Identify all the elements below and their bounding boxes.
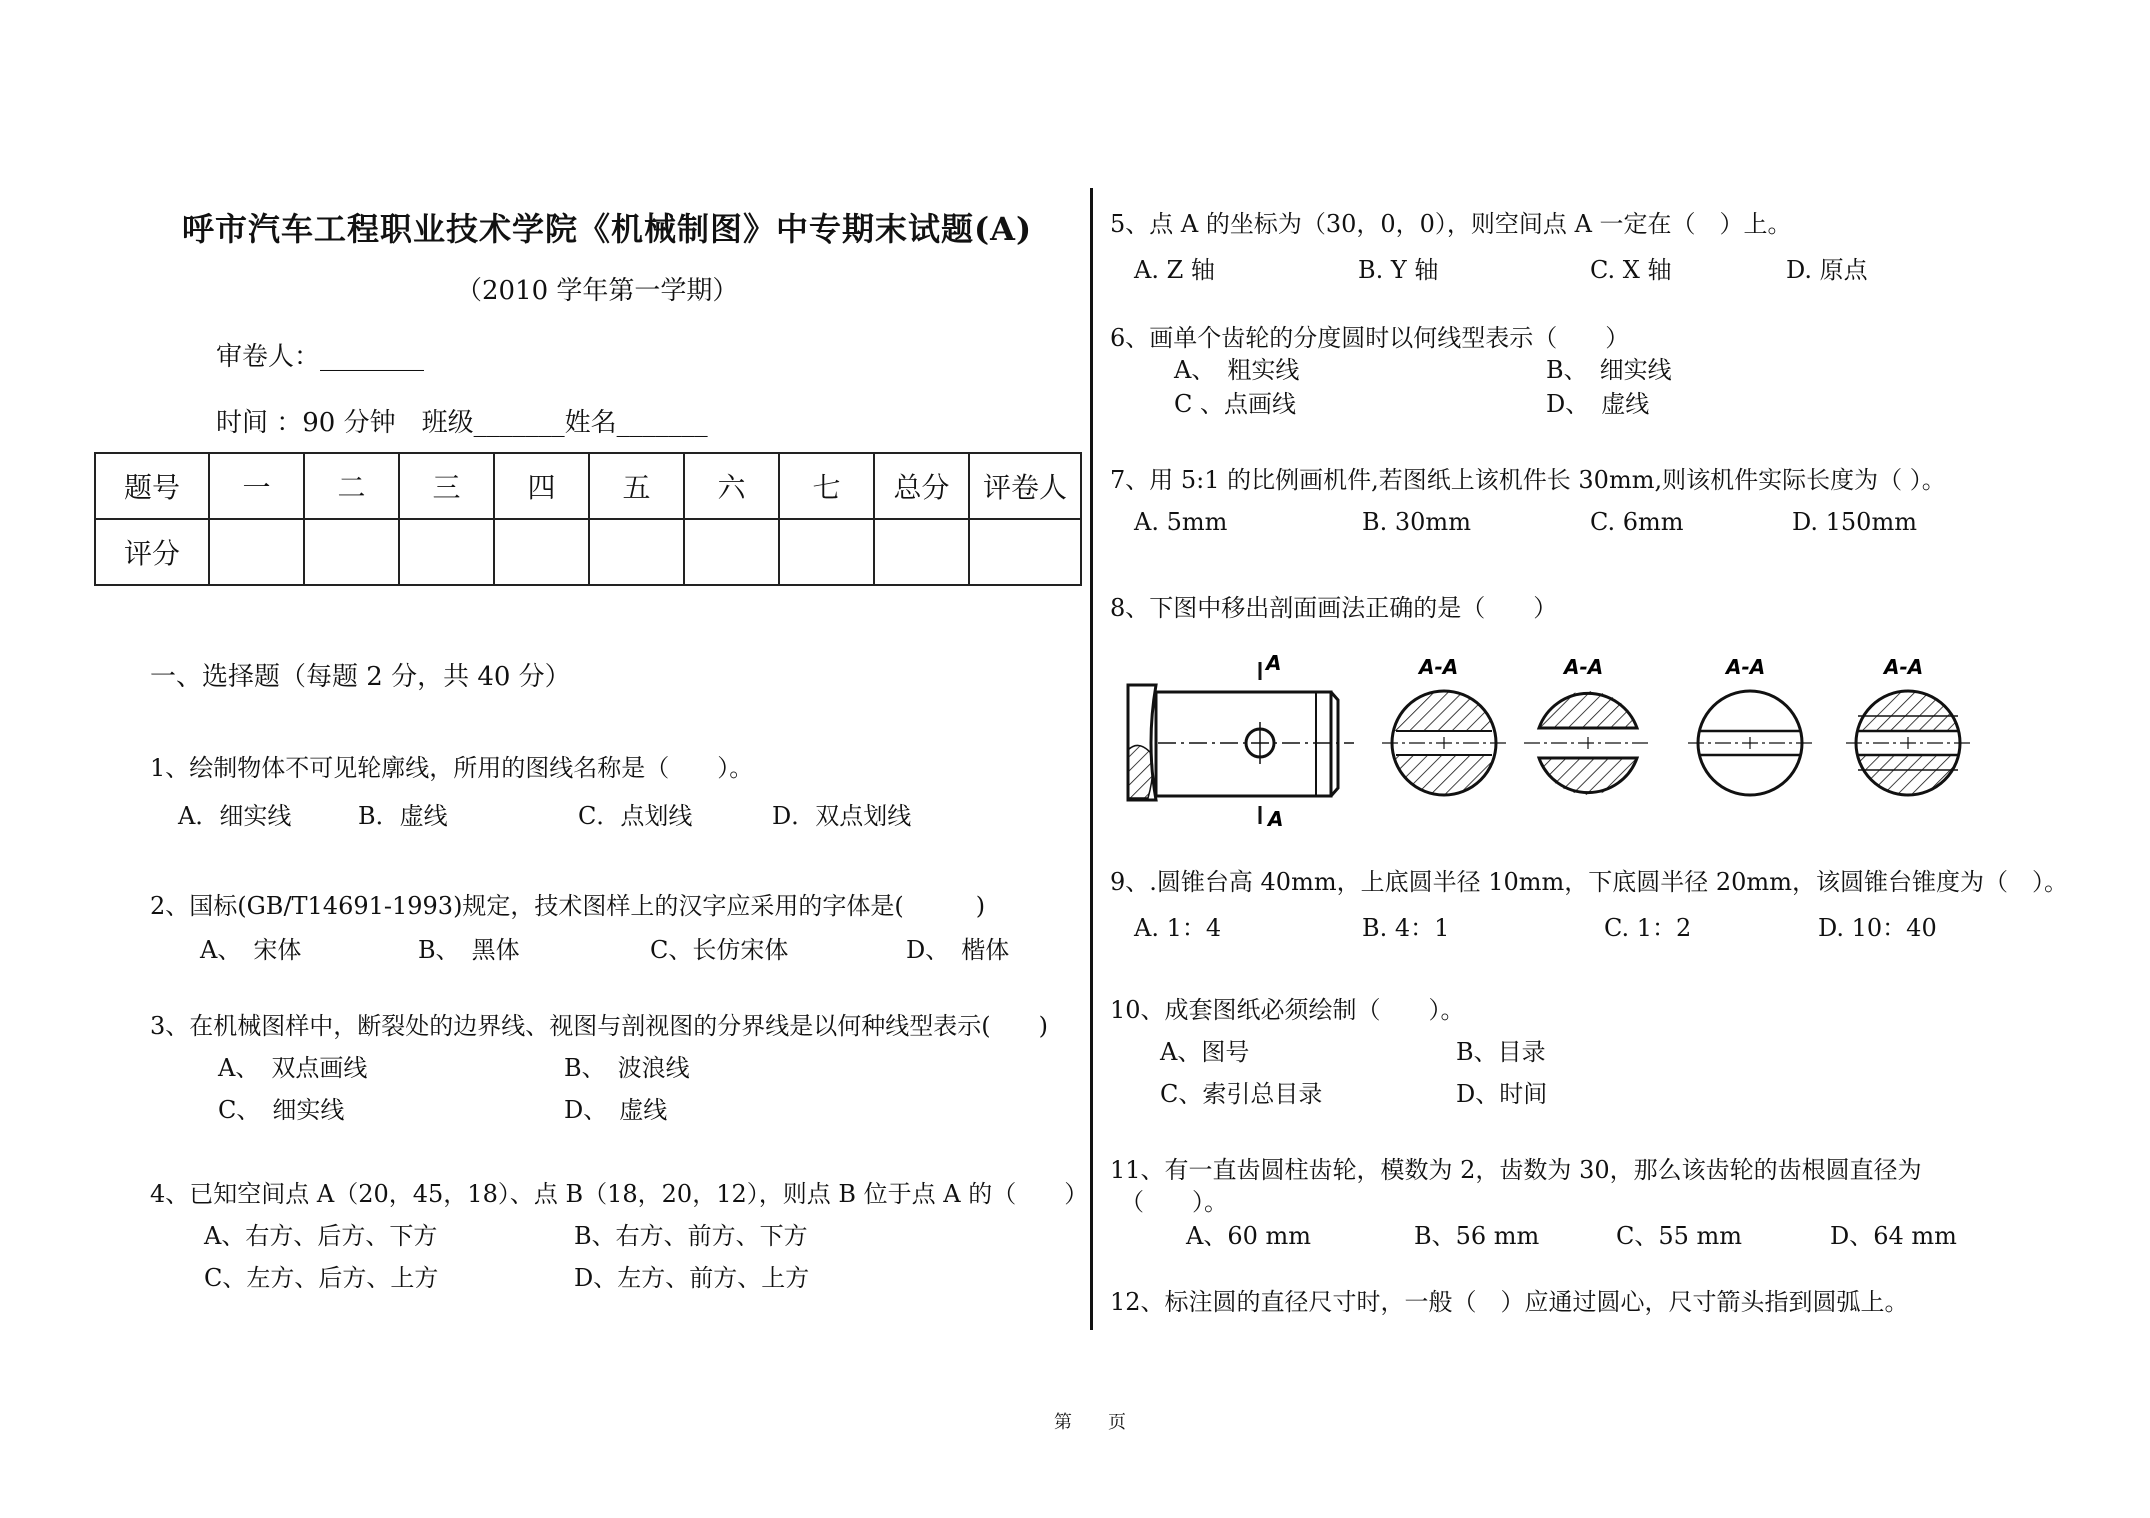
q10-option-a: A、图号 [1160,1038,1250,1066]
q1-option-c: C．点划线 [578,802,693,830]
q1-option-a: A．细实线 [178,802,292,830]
q1-option-d: D．双点划线 [772,802,912,830]
q3-option-d: D、 虚线 [564,1096,668,1124]
q11-option-d: D、64 mm [1830,1222,1957,1250]
section-option-2 [1524,655,1652,798]
q10-option-c: C、索引总目录 [1160,1080,1323,1108]
score-cell[interactable] [589,519,684,585]
question-11-continuation: （ ）。 [1120,1188,1228,1216]
section-option-4 [1846,655,1970,798]
score-row-label: 评分 [95,519,209,585]
score-cell[interactable] [779,519,874,585]
score-cell[interactable] [969,519,1081,585]
score-cell[interactable] [399,519,494,585]
question-4: 4、已知空间点 A（20，45，18）、点 B（18，20，12），则点 B 位于点 A 的（ ） [150,1180,1089,1208]
q5-option-d: D. 原点 [1786,256,1868,284]
q2-option-b: B、 黑体 [418,936,520,964]
section-option-4-label: A-A [1884,655,1924,679]
question-2: 2、国标(GB/T14691-1993)规定，技术图样上的汉字应采用的字体是( ) [150,892,986,920]
score-header-cell: 一 [209,453,304,519]
q6-option-c: C 、点画线 [1174,390,1296,418]
question-10: 10、成套图纸必须绘制（ ）。 [1110,996,1465,1024]
time-class-name-line: 时间 ：90 分钟 班级_______姓名_______ [216,408,708,438]
q10-option-b: B、目录 [1456,1038,1546,1066]
score-header-cell: 评卷人 [969,453,1081,519]
q7-option-d: D. 150mm [1792,508,1917,536]
section-option-3-label: A-A [1726,655,1766,679]
q4-option-d: D、左方、前方、上方 [574,1264,810,1292]
q9-option-d: D. 10：40 [1818,914,1937,942]
q7-option-c: C. 6mm [1590,508,1684,536]
column-divider [1090,188,1093,1330]
q6-option-b: B、 细实线 [1546,356,1672,384]
question-12: 12、标注圆的直径尺寸时，一般（ ）应通过圆心，尺寸箭头指到圆弧上。 [1110,1288,1909,1316]
q7-option-b: B. 30mm [1362,508,1471,536]
q8-section-figure [1118,640,1988,840]
section-label-a-bottom: A [1268,807,1284,831]
score-header-cell: 二 [304,453,399,519]
q5-option-b: B. Y 轴 [1358,256,1439,284]
q2-option-a: A、 宋体 [200,936,302,964]
question-3: 3、在机械图样中，断裂处的边界线、视图与剖视图的分界线是以何种线型表示( ) [150,1012,1048,1040]
question-11: 11、有一直齿圆柱齿轮，模数为 2，齿数为 30，那么该齿轮的齿根圆直径为 [1110,1156,1922,1184]
section-option-1-label: A-A [1419,655,1459,679]
q5-option-a: A. Z 轴 [1134,256,1215,284]
q10-option-d: D、时间 [1456,1080,1548,1108]
q9-option-a: A. 1：4 [1134,914,1222,942]
section-option-2-label: A-A [1564,655,1604,679]
question-7: 7、用 5:1 的比例画机件,若图纸上该机件长 30mm,则该机件实际长度为（ ）。 [1110,466,1946,494]
q2-option-d: D、 楷体 [906,936,1010,964]
q3-option-a: A、 双点画线 [218,1054,368,1082]
score-table [94,452,1082,586]
section-title: 一、选择题（每题 2 分，共 40 分） [150,662,571,692]
q4-option-b: B、右方、前方、下方 [574,1222,808,1250]
score-table-header-row [95,453,1081,519]
score-cell[interactable] [684,519,779,585]
exam-title: 呼市汽车工程职业技术学院《机械制图》中专期末试题(A) [182,210,1033,248]
section-option-3 [1688,655,1812,795]
q3-option-c: C、 细实线 [218,1096,345,1124]
q9-option-c: C. 1：2 [1604,914,1692,942]
reviewer-line: 审卷人：________ [216,342,425,372]
page-number: 第 页 [1054,1412,1126,1433]
score-header-cell: 总分 [874,453,969,519]
score-table-score-row [95,519,1081,585]
exam-term: （2010 学年第一学期） [456,276,739,306]
q6-option-a: A、 粗实线 [1174,356,1300,384]
question-8: 8、下图中移出剖面画法正确的是（ ） [1110,594,1558,622]
score-cell[interactable] [494,519,589,585]
q9-option-b: B. 4：1 [1362,914,1450,942]
score-header-cell: 三 [399,453,494,519]
q11-option-c: C、55 mm [1616,1222,1743,1250]
q6-option-d: D、 虚线 [1546,390,1650,418]
score-header-cell: 五 [589,453,684,519]
score-cell[interactable] [304,519,399,585]
q1-option-b: B．虚线 [358,802,448,830]
section-label-a-top: A [1266,651,1282,675]
q5-option-c: C. X 轴 [1590,256,1672,284]
q2-option-c: C、长仿宋体 [650,936,789,964]
score-cell[interactable] [209,519,304,585]
section-option-1 [1382,655,1506,798]
q11-option-b: B、56 mm [1414,1222,1540,1250]
shaft-drawing [1128,662,1354,824]
score-header-cell: 六 [684,453,779,519]
question-9: 9、.圆锥台高 40mm，上底圆半径 10mm，下底圆半径 20mm，该圆锥台锥度为（ ）。 [1110,868,2068,896]
q4-option-c: C、左方、后方、上方 [204,1264,439,1292]
q7-option-a: A. 5mm [1134,508,1228,536]
q11-option-a: A、60 mm [1186,1222,1312,1250]
question-6: 6、画单个齿轮的分度圆时以何线型表示（ ） [1110,324,1630,352]
q4-option-a: A、右方、后方、下方 [204,1222,438,1250]
q3-option-b: B、 波浪线 [564,1054,690,1082]
score-header-cell: 题号 [95,453,209,519]
score-cell[interactable] [874,519,969,585]
score-header-cell: 七 [779,453,874,519]
question-5: 5、点 A 的坐标为（30，0，0），则空间点 A 一定在（ ）上。 [1110,210,1792,238]
score-header-cell: 四 [494,453,589,519]
question-1: 1、绘制物体不可见轮廓线，所用的图线名称是（ ）。 [150,754,754,782]
